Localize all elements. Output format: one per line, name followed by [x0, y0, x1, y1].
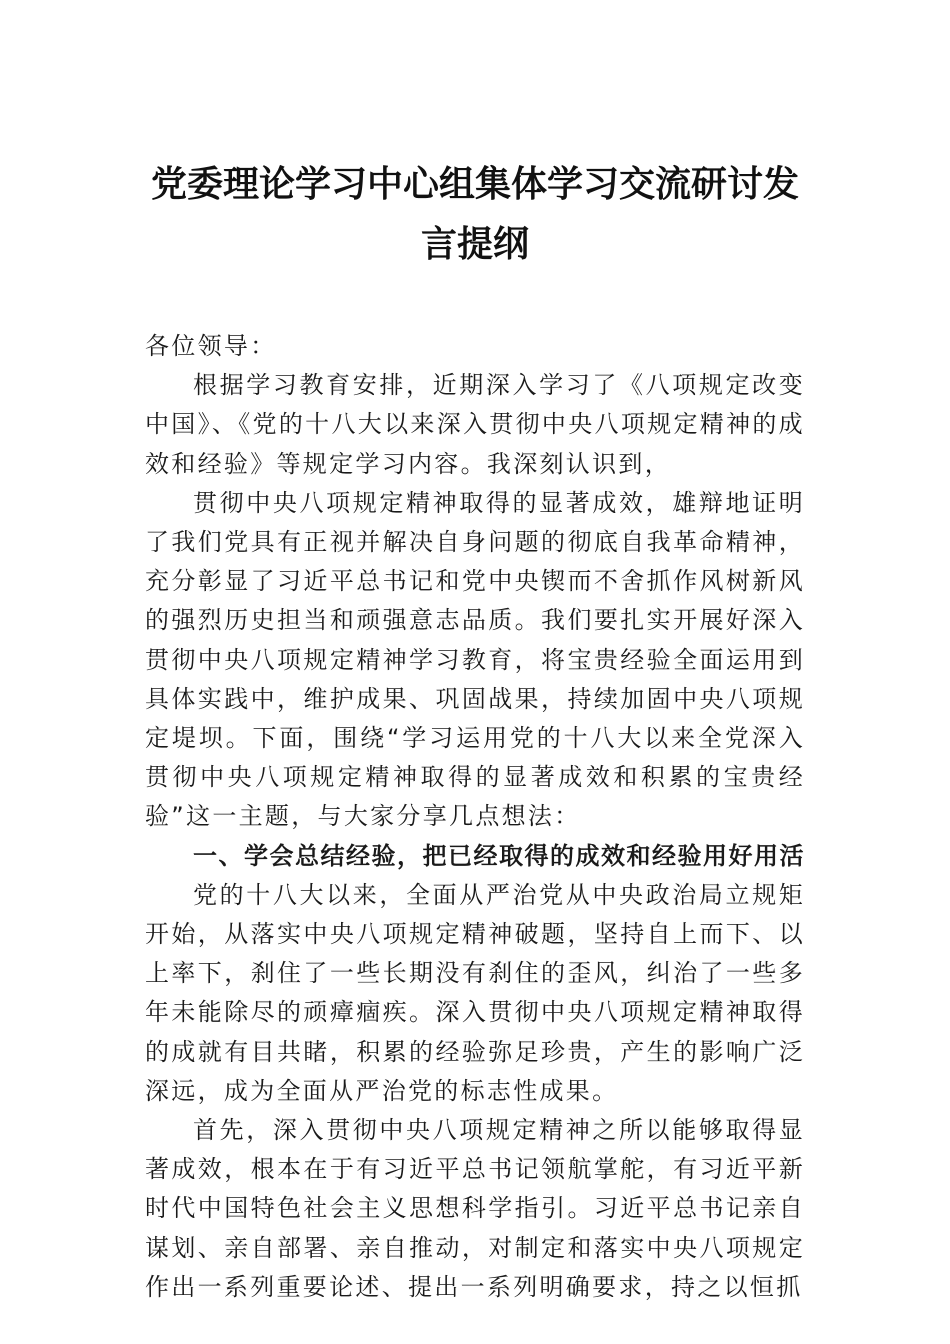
section-1-heading: 一、学会总结经验，把已经取得的成效和经验用好用活 — [193, 841, 805, 870]
document-body — [145, 327, 805, 1307]
section-1-paragraph-1: 党的十八大以来，全面从严治党从中央政治局立规矩开始，从落实中央八项规定精神破题，坚持自上而下、以上率下，刹住了一些长期没有刹住的歪风，纠治了一些多年未能除尽的顽瘴痼疾。深入贯彻中央八项规定精神取得的成就有目共睹，积累的经验弥足珍贵，产生的影响广泛深远，成为全面从严治党的标志性成果。 — [145, 880, 805, 1105]
document-title: 党委理论学习中心组集体学习交流研讨发言提纲 — [150, 163, 799, 265]
salutation: 各位领导： — [145, 332, 277, 360]
intro-paragraph-1: 根据学习教育安排，近期深入学习了《八项规定改变中国》、《党的十八大以来深入贯彻中央八项规定精神的成效和经验》等规定学习内容。我深刻认识到， — [145, 371, 805, 478]
section-1-paragraph-2: 首先，深入贯彻中央八项规定精神之所以能够取得显著成效，根本在于有习近平总书记领航掌舵，有习近平新时代中国特色社会主义思想科学指引。习近平总书记亲自谋划、亲自部署、亲自推动，对制定和落实中央八项规定作出一系列重要论述、提出一系列明确要求，持之以恒抓 — [145, 1116, 805, 1301]
intro-paragraph-2: 贯彻中央八项规定精神取得的显著成效，雄辩地证明了我们党具有正视并解决自身问题的彻底自我革命精神，充分彰显了习近平总书记和党中央锲而不舍抓作风树新风的强烈历史担当和顽强意志品质。我们要扎实开展好深入贯彻中央八项规定精神学习教育，将宝贵经验全面运用到具体实践中，维护成果、巩固战果，持续加固中央八项规定堤坝。下面，围绕“学习运用党的十八大以来全党深入贯彻中央八项规定精神取得的显著成效和积累的宝贵经验”这一主题，与大家分享几点想法： — [145, 488, 805, 831]
